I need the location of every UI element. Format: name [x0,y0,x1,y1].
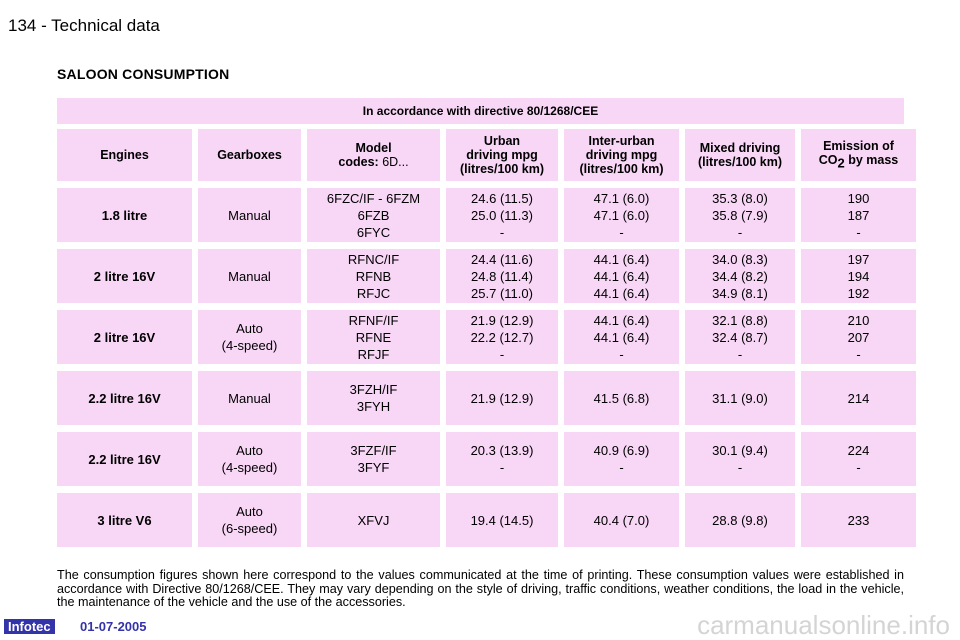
co2-cell-line: 224 [847,443,870,458]
mixed-cell-line: 28.8 (9.8) [712,512,768,528]
engine-cell: 1.8 litre [57,188,192,242]
interurban-cell-line: - [619,346,624,362]
header-emission-co: CO [818,153,838,168]
urban-cell [446,432,558,486]
model-codes-cell-line: 6FZB [357,207,390,223]
model-codes-cell-line: 3FZH/IF [349,382,398,397]
co2-cell [801,310,916,364]
model-codes-cell-line: 3FYF [357,460,390,475]
mixed-cell [685,493,795,547]
model-codes-cell-line: RFNC/IF [347,251,400,267]
co2-cell-line: 207 [847,329,870,345]
footer-date: 01-07-2005 [80,619,147,634]
model-codes-cell-line: RFNF/IF [348,312,399,328]
consumption-grid [57,129,904,547]
urban-cell-line: 19.4 (14.5) [470,512,534,528]
gearbox-cell [198,310,301,364]
model-codes-cell [307,493,440,547]
header-gearboxes: Gearboxes [198,129,301,181]
urban-cell-line: 25.0 (11.3) [471,207,533,223]
mixed-cell [685,432,795,486]
gearbox-cell-line: Auto [236,504,263,519]
interurban-cell [564,493,679,547]
co2-cell-line: 210 [847,312,870,328]
interurban-cell [564,249,679,303]
urban-cell-line: 24.4 (11.6) [471,251,533,267]
mixed-cell-line: 31.1 (9.0) [712,390,768,406]
section-title: SALOON CONSUMPTION [57,66,230,82]
model-codes-cell [307,310,440,364]
mixed-cell [685,249,795,303]
co2-cell-line: - [856,346,861,362]
gearbox-cell [198,432,301,486]
engine-cell: 2.2 litre 16V [57,432,192,486]
page-header [8,16,160,36]
header-emission-suffix: by mass [844,153,899,168]
model-codes-cell-line: 6FYC [356,224,391,240]
gearbox-cell-line: Manual [228,268,271,284]
infotec-badge: Infotec [4,619,55,634]
gearbox-cell-line: (6-speed) [221,521,278,536]
mixed-cell-line: - [737,346,743,362]
model-codes-cell-line: RFJF [357,346,390,362]
mixed-cell [685,310,795,364]
header-emission-line: Emission of [823,139,894,154]
model-codes-cell-line: RFJC [356,285,391,301]
mixed-cell-line: 34.4 (8.2) [712,268,768,284]
co2-cell-line: - [856,224,861,240]
interurban-cell-line: 47.1 (6.0) [593,207,650,223]
gearbox-cell [198,249,301,303]
urban-cell-line: 21.9 (12.9) [470,390,534,406]
co2-cell-line: 190 [847,190,870,206]
interurban-cell-line: 44.1 (6.4) [593,329,650,345]
co2-cell [801,249,916,303]
model-codes-cell-line: 3FYH [356,399,391,414]
interurban-cell-line: 40.4 (7.0) [593,512,650,528]
header-model-codes [307,129,440,181]
mixed-cell-line: - [737,460,743,475]
header-codes-value: 6D... [382,155,409,169]
interurban-cell [564,432,679,486]
gearbox-cell-line: Auto [236,321,263,336]
header-urban [446,129,558,181]
urban-cell-line: 25.7 (11.0) [471,285,533,301]
model-codes-cell [307,249,440,303]
header-mixed [685,129,795,181]
mixed-cell-line: 32.4 (8.7) [712,329,768,345]
co2-cell [801,188,916,242]
header-interurban-line: driving mpg [585,148,658,162]
gearbox-cell-line: Manual [228,390,271,406]
mixed-cell-line: 34.9 (8.1) [712,285,768,301]
mixed-cell-line: 35.3 (8.0) [712,190,768,206]
urban-cell [446,493,558,547]
interurban-cell-line: - [619,460,624,475]
gearbox-cell [198,493,301,547]
co2-cell-line: 214 [847,390,870,406]
directive-banner: In accordance with directive 80/1268/CEE [57,98,904,124]
interurban-cell [564,371,679,425]
mixed-cell-line: 30.1 (9.4) [712,443,768,458]
co2-cell [801,371,916,425]
header-urban-line: driving mpg [466,148,538,162]
model-codes-cell-line: 6FZC/IF - 6FZM [326,190,421,206]
engine-cell: 2 litre 16V [57,249,192,303]
mixed-cell-line: 32.1 (8.8) [712,312,768,328]
footnote: The consumption figures shown here correspond to the values communicated at the time of printing. These consumption values were established in accordance with Directive 80/1268/CEE. They may vary depending on the style of driving, traffic conditions, weather conditions, the load in the vehicle, the maintenance of the vehicle and the use of the accessories. [57,568,904,609]
co2-cell-line: 194 [847,268,870,284]
mixed-cell [685,188,795,242]
header-emission [801,129,916,181]
mixed-cell-line: 35.8 (7.9) [712,207,768,223]
urban-cell-line: - [499,460,505,475]
header-interurban-line: (litres/100 km) [579,162,664,176]
interurban-cell [564,310,679,364]
model-codes-cell [307,432,440,486]
engine-cell: 2 litre 16V [57,310,192,364]
interurban-cell-line: 44.1 (6.4) [593,312,650,328]
gearbox-cell-line: (4-speed) [221,460,278,475]
page-number: 134 [8,16,37,35]
co2-cell-line: 187 [847,207,870,223]
mixed-cell-line: 34.0 (8.3) [712,251,768,267]
co2-cell [801,432,916,486]
model-codes-cell [307,371,440,425]
interurban-cell [564,188,679,242]
interurban-cell-line: 44.1 (6.4) [593,285,650,301]
interurban-cell-line: 41.5 (6.8) [593,390,650,406]
urban-cell-line: 24.6 (11.5) [471,190,533,206]
header-model-label: Model [355,141,392,155]
mixed-cell-line: - [737,224,743,240]
co2-cell-line: 233 [847,512,870,528]
model-codes-cell-line: XFVJ [357,512,390,528]
engine-cell: 3 litre V6 [57,493,192,547]
header-mixed-line: (litres/100 km) [697,155,783,169]
header-interurban-line: Inter-urban [588,134,655,148]
gearbox-cell [198,188,301,242]
header-urban-line: (litres/100 km) [459,162,545,176]
urban-cell-line: 22.2 (12.7) [470,329,534,345]
engine-cell: 2.2 litre 16V [57,371,192,425]
interurban-cell-line: 44.1 (6.4) [593,251,650,267]
interurban-cell-line: 40.9 (6.9) [593,443,650,458]
urban-cell-line: 21.9 (12.9) [470,312,534,328]
watermark: carmanualsonline.info [697,610,950,640]
urban-cell [446,371,558,425]
model-codes-cell [307,188,440,242]
gearbox-cell-line: (4-speed) [221,338,278,353]
interurban-cell-line: - [619,224,624,240]
urban-cell-line: 24.8 (11.4) [471,268,533,284]
consumption-table [57,98,904,547]
model-codes-cell-line: RFNB [355,268,392,284]
gearbox-cell-line: Manual [228,207,271,223]
urban-cell-line: 20.3 (13.9) [470,443,534,458]
header-urban-line: Urban [483,134,521,148]
co2-cell-line: 197 [847,251,870,267]
mixed-cell [685,371,795,425]
header-emission-sub: 2 [837,155,845,171]
gearbox-cell-line: Auto [236,443,263,458]
header-interurban [564,129,679,181]
urban-cell [446,188,558,242]
urban-cell [446,310,558,364]
header-engines: Engines [57,129,192,181]
page-header-title: - Technical data [41,16,160,35]
header-codes-label: codes: [338,155,379,169]
gearbox-cell [198,371,301,425]
urban-cell-line: - [499,346,505,362]
interurban-cell-line: 44.1 (6.4) [593,268,650,284]
interurban-cell-line: 47.1 (6.0) [593,190,650,206]
co2-cell [801,493,916,547]
urban-cell-line: - [499,224,505,240]
co2-cell-line: - [856,460,861,475]
urban-cell [446,249,558,303]
header-mixed-line: Mixed driving [699,141,781,155]
model-codes-cell-line: RFNE [355,329,392,345]
co2-cell-line: 192 [847,285,870,301]
model-codes-cell-line: 3FZF/IF [350,443,397,458]
